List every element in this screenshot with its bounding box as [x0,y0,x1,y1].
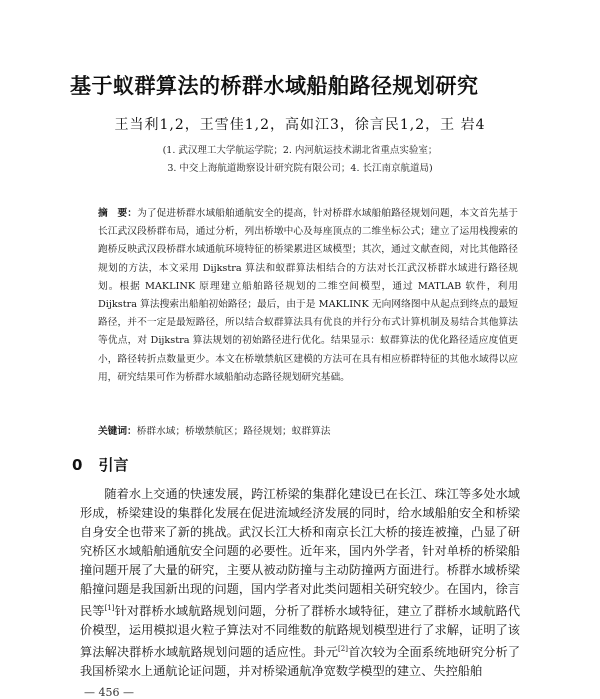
abstract-text: 为了促进桥群水域船舶通航安全的提高，针对桥群水域船舶路径规划问题，本文首先基于长江武汉段桥群布局，通过分析，列出桥墩中心及每座顶点的二维坐标公式；建立了运用栈搜索的跑桥反映武汉段桥群水域通航环境特征的桥梁累进区域模型；其次，通过文献查阅，对比其他路径规划的方法，本文采用 Dijkstra 算法和蚁群算法相结合的方法对长江武汉桥群水域进行路径规划。根据 MAKLINK 原理建立船舶路径规划的二维空间模型，通过 MATLAB 软件，利用 Dijkstra 算法搜索出船舶初始路径；最后，由于是 MAKLINK 无向网络图中从起点到终点的最短路径，并不一定是最短路径，所以结合蚁群算法具有优良的并行分布式计算机制及易结合其他算法等优点，对 Dijkstra 算法规划的初始路径进行优化。结果显示：蚁群算法的优化路径适应度值更小，路径转折点数量更少。本文在桥墩禁航区建模的方法可在具有相应桥群特征的其他水域得以应用，研究结果可作为桥群水域船舶动态路径规划研究基础。 [98,208,518,383]
citation-ref-2: [2] [338,645,348,654]
page-number: — 456 — [84,686,134,699]
body-paragraph [80,485,520,681]
citation-ref-1: [1] [104,604,115,612]
keywords-label: 关键词： [98,426,137,437]
section-title: 引言 [98,456,129,474]
keywords-block [98,423,518,437]
body-text-part-2: 针对群桥水域航路规划问题，分析了群桥水域特征，建立了群桥水域航路代价模型，运用模拟退火粒子算法对不同维数的航路规划模型进行了求解，证明了该算法解决群桥水域航路规划问题的适应性。卦元 [80,604,521,660]
section-heading [72,454,128,475]
paper-title: 基于蚁群算法的桥群水域船舶路径规划研究 [70,74,479,98]
affiliation-line-1: (1. 武汉理工大学航运学院；2. 内河航运技术湖北省重点实验室； [162,145,438,156]
affiliation-line-2: 3. 中交上海航道勘察设计研究院有限公司；4. 长江南京航道局) [167,163,433,174]
body-text-part-3: 首次较为全面系统地研究分析了我国桥梁水上通航论证问题，并对桥梁通航净宽数学模型的建立、失控船舶 [80,645,521,679]
abstract-block [98,205,518,387]
section-number: 0 [72,456,83,474]
body-text-part-1: 随着水上交通的快速发展，跨江桥梁的集群化建设已在长江、珠江等多处水域形成，桥梁建设的集群化发展在促进流域经济发展的同时，给水域船舶安全和桥梁自身安全也带来了新的挑战。武汉长江大桥和南京长江大桥的接连被撞，凸显了研究桥区水域船舶通航安全问题的必要性。近年来，国内外学者，针对单桥的桥梁船撞问题开展了大量的研究，主要从被动防撞与主动防撞两方面进行。桥群水域桥梁船撞问题是我国新出现的问题，国内学者对此类问题相关研究较少。在国内，徐言民等 [80,487,520,619]
author-list: 王当利1,2，王雪佳1,2，高如江3，徐言民1,2，王 岩4 [114,117,486,133]
abstract-label: 摘 要： [98,208,138,219]
keywords-text: 桥群水域；桥墩禁航区；路径规划；蚁群算法 [136,426,331,437]
